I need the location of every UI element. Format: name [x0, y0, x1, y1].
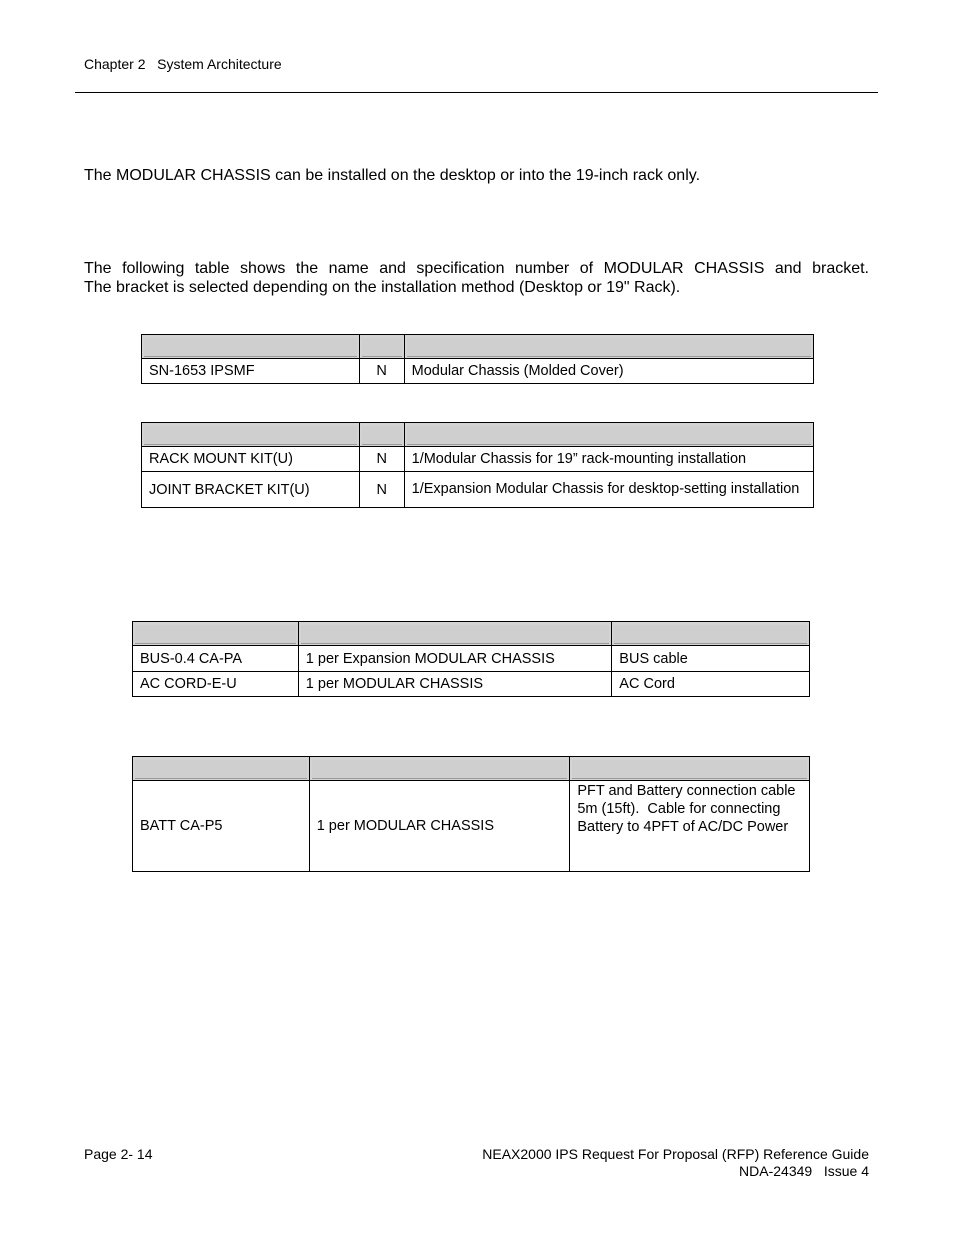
- table-header-row: [142, 335, 814, 359]
- paragraph-line-2: The bracket is selected depending on the installation method (Desktop or 19" Rack).: [84, 279, 681, 296]
- cell-desc: Modular Chassis (Molded Cover): [404, 359, 813, 384]
- table-row: [133, 646, 810, 672]
- header-cell: [298, 622, 612, 646]
- cell-desc: AC Cord: [612, 672, 810, 697]
- cell-name: BUS-0.4 CA-PA: [133, 646, 299, 672]
- cell-name: BATT CA-P5: [133, 781, 310, 872]
- doc-number: NDA-24349 Issue 4: [739, 1163, 869, 1179]
- cell-desc: 1/Expansion Modular Chassis for desktop-setting installation: [404, 472, 813, 508]
- table-row: [142, 472, 814, 508]
- chassis-table: [141, 334, 814, 384]
- table-header-row: [133, 622, 810, 646]
- header-cell: [404, 335, 813, 359]
- table-row: [142, 359, 814, 384]
- chapter-title: System Architecture: [157, 56, 282, 72]
- cell-name: JOINT BRACKET KIT(U): [142, 472, 360, 508]
- battery-cable-table: [132, 756, 810, 872]
- cell-desc: BUS cable: [612, 646, 810, 672]
- cell-name: RACK MOUNT KIT(U): [142, 447, 360, 472]
- cell-desc: 1/Modular Chassis for 19” rack-mounting installation: [404, 447, 813, 472]
- paragraph-table-intro: [84, 259, 869, 297]
- header-cell: [133, 757, 310, 781]
- cell-name: SN-1653 IPSMF: [142, 359, 360, 384]
- header-cell: [359, 335, 404, 359]
- cable-table: [132, 621, 810, 697]
- table-row: [133, 781, 810, 872]
- table-row: [133, 672, 810, 697]
- cell-desc: PFT and Battery connection cable 5m (15ft). Cable for connecting Battery to 4PFT of AC/DC Power: [570, 781, 810, 872]
- paragraph-line-1: The following table shows the name and specification number of MODULAR CHASSIS and bracket.: [84, 260, 869, 277]
- header-cell: [404, 423, 813, 447]
- bracket-table: [141, 422, 814, 508]
- guide-title: NEAX2000 IPS Request For Proposal (RFP) Reference Guide: [482, 1146, 869, 1162]
- page-number: Page 2- 14: [84, 1146, 153, 1162]
- header-cell: [142, 423, 360, 447]
- cell-qty: 1 per Expansion MODULAR CHASSIS: [298, 646, 612, 672]
- cell-qty: 1 per MODULAR CHASSIS: [309, 781, 570, 872]
- header-cell: [133, 622, 299, 646]
- running-header: [84, 56, 282, 72]
- chapter-label: Chapter 2: [84, 56, 146, 72]
- header-cell: [142, 335, 360, 359]
- header-cell: [570, 757, 810, 781]
- cell-code: N: [359, 447, 404, 472]
- header-cell: [309, 757, 570, 781]
- header-divider: [75, 92, 878, 93]
- header-cell: [359, 423, 404, 447]
- table-row: [142, 447, 814, 472]
- table-header-row: [142, 423, 814, 447]
- table-header-row: [133, 757, 810, 781]
- footer-doc-info: [482, 1146, 869, 1180]
- cell-qty: 1 per MODULAR CHASSIS: [298, 672, 612, 697]
- paragraph-installation: The MODULAR CHASSIS can be installed on the desktop or into the 19-inch rack only.: [84, 167, 701, 184]
- header-cell: [612, 622, 810, 646]
- cell-code: N: [359, 472, 404, 508]
- cell-name: AC CORD-E-U: [133, 672, 299, 697]
- cell-code: N: [359, 359, 404, 384]
